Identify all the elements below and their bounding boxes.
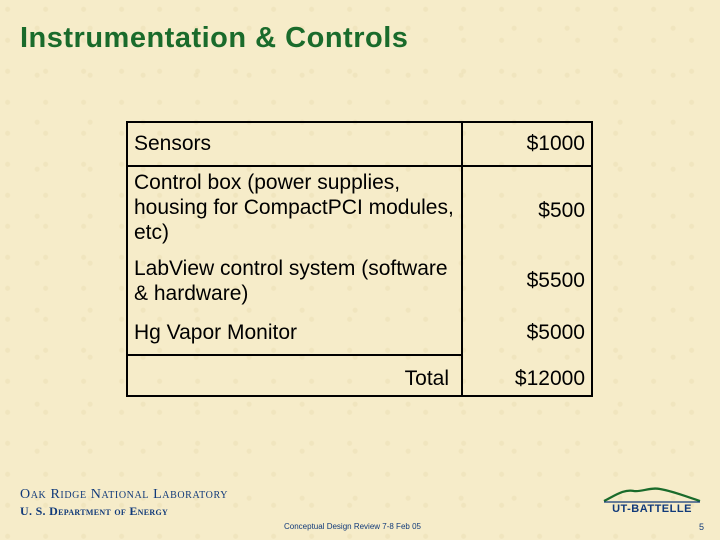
mountain-icon xyxy=(602,485,702,503)
logo-text: UT-BATTELLE xyxy=(612,503,692,515)
row-value-control-box: $500 xyxy=(538,199,585,222)
total-label: Total xyxy=(404,367,449,390)
cost-table xyxy=(126,121,593,397)
row-value-labview: $5500 xyxy=(526,269,585,292)
department-name: U. S. Department of Energy xyxy=(20,504,169,518)
event-caption: Conceptual Design Review 7-8 Feb 05 xyxy=(284,522,421,531)
slide-title: Instrumentation & Controls xyxy=(20,22,409,54)
row-value-hg-monitor: $5000 xyxy=(526,321,585,344)
row-label-hg-monitor: Hg Vapor Monitor xyxy=(134,321,298,344)
total-value: $12000 xyxy=(514,367,585,390)
total-divider xyxy=(128,354,461,356)
lab-name: Oak Ridge National Laboratory xyxy=(20,487,229,502)
row-value-sensors: $1000 xyxy=(526,132,585,155)
page-number: 5 xyxy=(698,522,704,532)
ut-battelle-logo xyxy=(602,485,702,519)
row-label-control-box: Control box (power supplies, housing for CompactPCI modules, etc) xyxy=(134,171,454,244)
column-divider xyxy=(461,123,463,395)
row-label-sensors: Sensors xyxy=(134,132,212,155)
row-label-labview: LabView control system (software & hardware) xyxy=(134,257,448,305)
row-divider xyxy=(128,165,591,167)
